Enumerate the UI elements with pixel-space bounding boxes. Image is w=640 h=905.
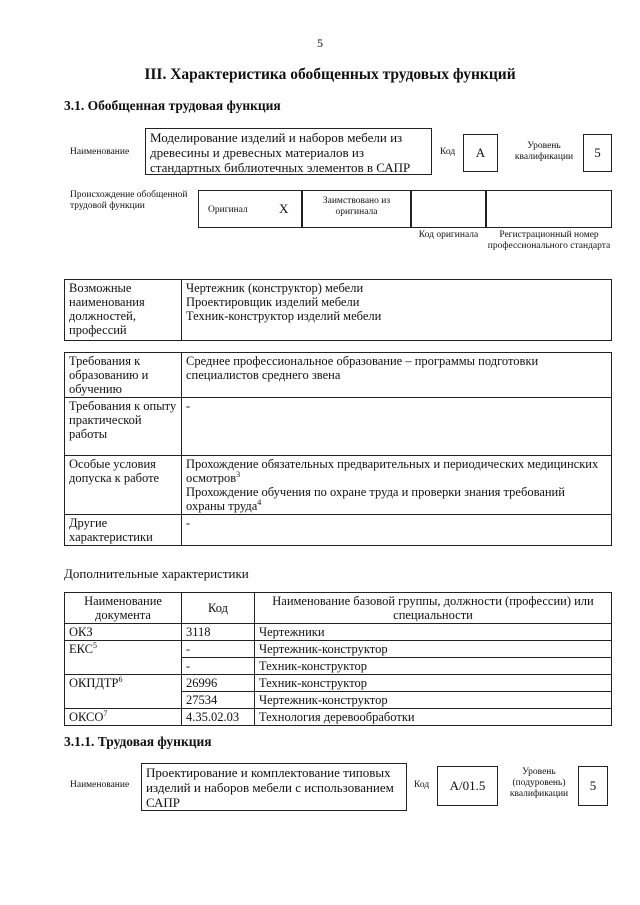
footnote-ref: 5 (93, 640, 97, 650)
gtf-level-label: Уровень квалификации (514, 141, 574, 162)
origin-label: Происхождение обобщенной трудовой функции (70, 190, 188, 211)
origin-borrowed-label: Заимствовано из оригинала (302, 190, 411, 228)
req-other-value: - (182, 515, 612, 546)
position-item: Чертежник (конструктор) мебели (186, 281, 364, 295)
row-name: Чертежник-конструктор (255, 692, 612, 709)
tf-level-label: Уровень (подуровень) квалификации (509, 767, 569, 799)
row-name: Техник-конструктор (255, 658, 612, 675)
req-education-label: Требования к образованию и обучению (65, 353, 182, 398)
tf-code-value: A/01.5 (437, 766, 498, 806)
tf-level-value: 5 (578, 766, 608, 806)
additional-table (64, 592, 612, 726)
req-conditions-label: Особые условия допуска к работе (65, 456, 182, 515)
footnote-ref: 4 (257, 497, 262, 507)
req-other-label: Другие характеристики (65, 515, 182, 546)
req-conditions-value (182, 456, 612, 515)
origin-code-original-label: Код оригинала (418, 230, 479, 240)
row-code: 4.35.02.03 (182, 709, 255, 726)
origin-original-mark: Х (279, 201, 289, 216)
footnote-ref: 7 (103, 708, 108, 718)
row-code: - (182, 658, 255, 675)
table-row (65, 709, 612, 726)
row-name: Чертежник-конструктор (255, 641, 612, 658)
positions-values (182, 280, 612, 341)
row-doc: ОКПДТР (69, 676, 119, 690)
requirements-table (64, 352, 612, 546)
row-name: Чертежники (255, 624, 612, 641)
col-code-header: Код (182, 593, 255, 624)
row-code: 27534 (182, 692, 255, 709)
origin-reg-cell (486, 190, 612, 228)
row-name: Техник-конструктор (255, 675, 612, 692)
row-code: - (182, 641, 255, 658)
req-conditions-text-1: Прохождение обязательных предварительных и периодических медицинских осмотров (186, 457, 599, 485)
gtf-code-value: А (463, 134, 498, 172)
table-row (65, 675, 612, 692)
position-item: Техник-конструктор изделий мебели (186, 309, 382, 323)
gtf-code-label: Код (440, 147, 456, 157)
table-row (65, 624, 612, 641)
tf-name-value: Проектирование и комплектование типовых изделий и наборов мебели с использованием САПР (141, 763, 407, 811)
gtf-name-label: Наименование (70, 147, 130, 157)
gtf-heading: 3.1. Обобщенная трудовая функция (64, 98, 281, 113)
row-code: 26996 (182, 675, 255, 692)
req-conditions-text-2: Прохождение обучения по охране труда и проверки знания требований охраны труда (186, 485, 565, 513)
origin-reg-number-label: Регистрационный номер профессионального стандарта (487, 230, 611, 251)
tf-code-label: Код (414, 780, 430, 790)
req-experience-value: - (182, 398, 612, 456)
row-doc: ЕКС (69, 642, 93, 656)
row-code: 3118 (182, 624, 255, 641)
tf-name-label: Наименование (70, 780, 130, 790)
tf-heading: 3.1.1. Трудовая функция (64, 734, 212, 749)
gtf-level-value: 5 (583, 134, 612, 172)
origin-original-cell (198, 190, 302, 228)
page-number: 5 (317, 36, 323, 50)
origin-code-cell (411, 190, 486, 228)
table-row (65, 641, 612, 658)
additional-heading: Дополнительные характеристики (64, 566, 249, 581)
positions-label: Возможные наименования должностей, профессий (65, 280, 182, 341)
req-experience-label: Требования к опыту практической работы (65, 398, 182, 456)
section-title: III. Характеристика обобщенных трудовых функций (144, 66, 516, 83)
col-name-header: Наименование базовой группы, должности (профессии) или специальности (255, 593, 612, 624)
row-doc: ОКЗ (69, 625, 93, 639)
row-name: Технология деревообработки (255, 709, 612, 726)
origin-original-label: Оригинал (208, 205, 248, 215)
positions-table (64, 279, 612, 341)
footnote-ref: 6 (118, 674, 123, 684)
footnote-ref: 3 (236, 469, 241, 479)
col-doc-header: Наименование документа (65, 593, 182, 624)
position-item: Проектировщик изделий мебели (186, 295, 360, 309)
gtf-name-value: Моделирование изделий и наборов мебели из древесины и древесных материалов из стандартных библиотечных элементов в САПР (145, 128, 432, 175)
row-doc: ОКСО (69, 710, 104, 724)
req-education-value: Среднее профессиональное образование – программы подготовки специалистов среднего звена (182, 353, 612, 398)
